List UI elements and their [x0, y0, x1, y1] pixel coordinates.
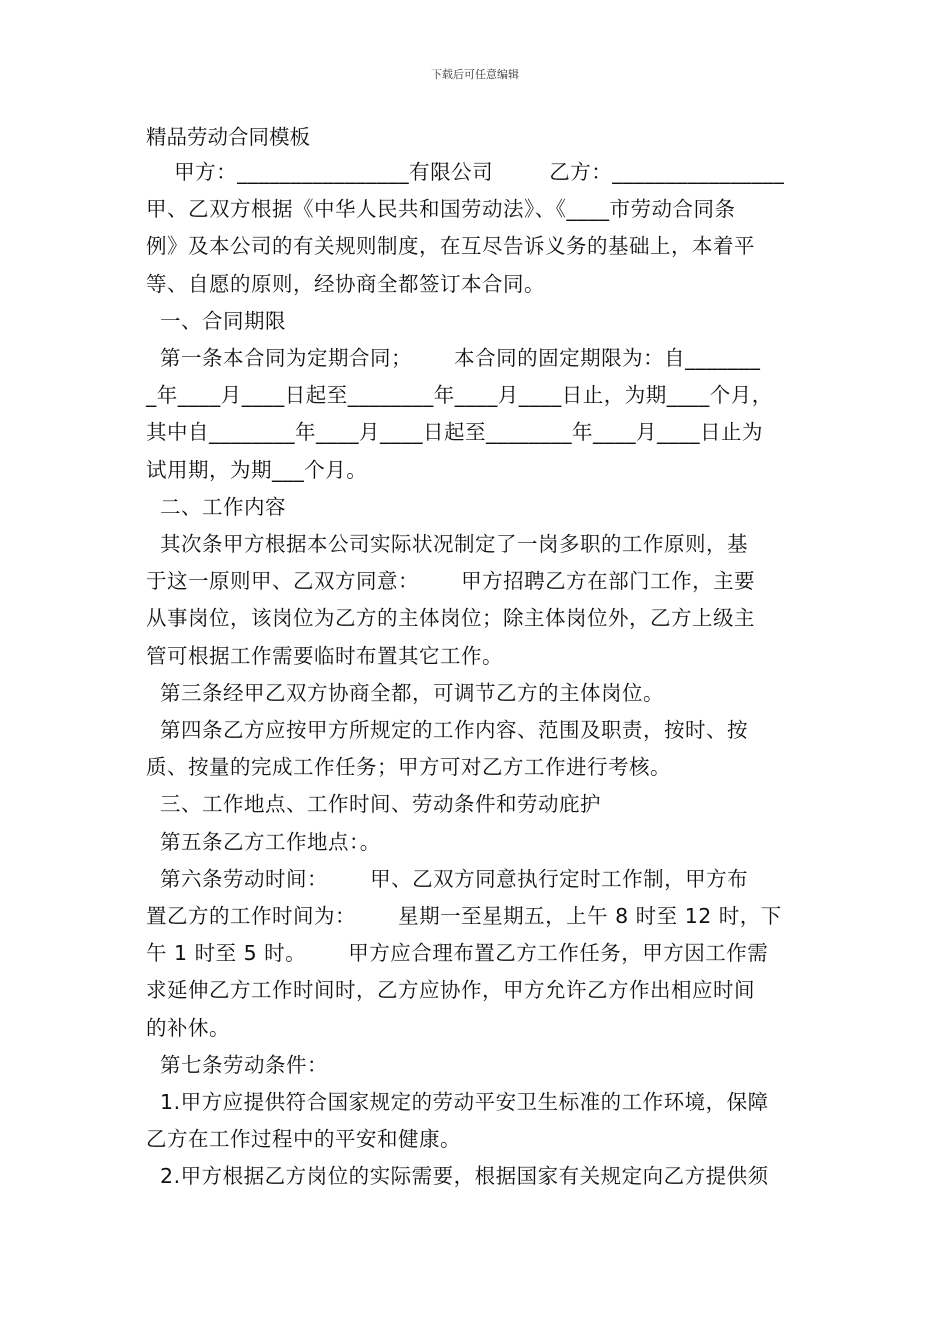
paragraph-line: 于这一原则甲、乙双方同意： 甲方招聘乙方在部门工作，主要	[146, 569, 756, 594]
paragraph-line: 例》及本公司的有关规则制度，在互尽告诉义务的基础上，本着平	[146, 234, 755, 259]
paragraph-line: 其中自________年____月____日起至________年____月____日止为	[146, 420, 763, 445]
paragraph-line: 从事岗位，该岗位为乙方的主体岗位；除主体岗位外，乙方上级主	[146, 606, 755, 631]
paragraph-line: 午 1 时至 5 时。 甲方应合理布置乙方工作任务，甲方因工作需	[146, 941, 769, 966]
paragraph-line: 第三条经甲乙双方协商全都，可调节乙方的主体岗位。	[146, 680, 665, 705]
paragraph-line: 第五条乙方工作地点：。	[146, 829, 381, 854]
paragraph-line: 第四条乙方应按甲方所规定的工作内容、范围及职责，按时、按	[146, 718, 749, 743]
paragraph-line: 管可根据工作需要临时布置其它工作。	[146, 643, 503, 668]
paragraph-line: 第一条本合同为定期合同； 本合同的固定期限为：自_______	[146, 346, 761, 371]
paragraph-line: 其次条甲方根据本公司实际状况制定了一岗多职的工作原则，基	[146, 532, 749, 557]
page-header-note: 下载后可任意编辑	[431, 68, 519, 81]
paragraph-line: _年____月____日起至________年____月____日止，为期____个月，	[146, 383, 773, 408]
paragraph-line: 等、自愿的原则，经协商全都签订本合同。	[146, 271, 545, 296]
paragraph-line: 的补休。	[146, 1015, 230, 1040]
paragraph-line: 甲方：________________有限公司 乙方：________________	[146, 160, 785, 184]
section-heading: 三、工作地点、工作时间、劳动条件和劳动庇护	[146, 792, 602, 817]
paragraph-line: 甲、乙双方根据《中华人民共和国劳动法》、《____市劳动合同条	[146, 197, 736, 222]
paragraph-line: 试用期，为期___个月。	[146, 457, 368, 482]
document-body	[146, 120, 810, 1196]
paragraph-line: 质、按量的完成工作任务；甲方可对乙方工作进行考核。	[146, 755, 671, 780]
paragraph-line: 2.甲方根据乙方岗位的实际需要，根据国家有关规定向乙方提供须	[146, 1164, 769, 1189]
paragraph-line: 1.甲方应提供符合国家规定的劳动平安卫生标准的工作环境，保障	[146, 1090, 769, 1115]
paragraph-line: 乙方在工作过程中的平安和健康。	[146, 1127, 461, 1152]
paragraph-line: 第六条劳动时间： 甲、乙双方同意执行定时工作制，甲方布	[146, 866, 749, 891]
section-heading: 一、合同期限	[146, 308, 287, 333]
section-heading: 二、工作内容	[146, 494, 287, 519]
document-title: 精品劳动合同模板	[146, 125, 310, 149]
paragraph-line: 置乙方的工作时间为： 星期一至星期五，上午 8 时至 12 时，下	[146, 904, 782, 929]
paragraph-line: 第七条劳动条件：	[146, 1052, 329, 1077]
paragraph-line: 求延伸乙方工作时间时，乙方应协作，甲方允许乙方作出相应时间	[146, 978, 755, 1003]
